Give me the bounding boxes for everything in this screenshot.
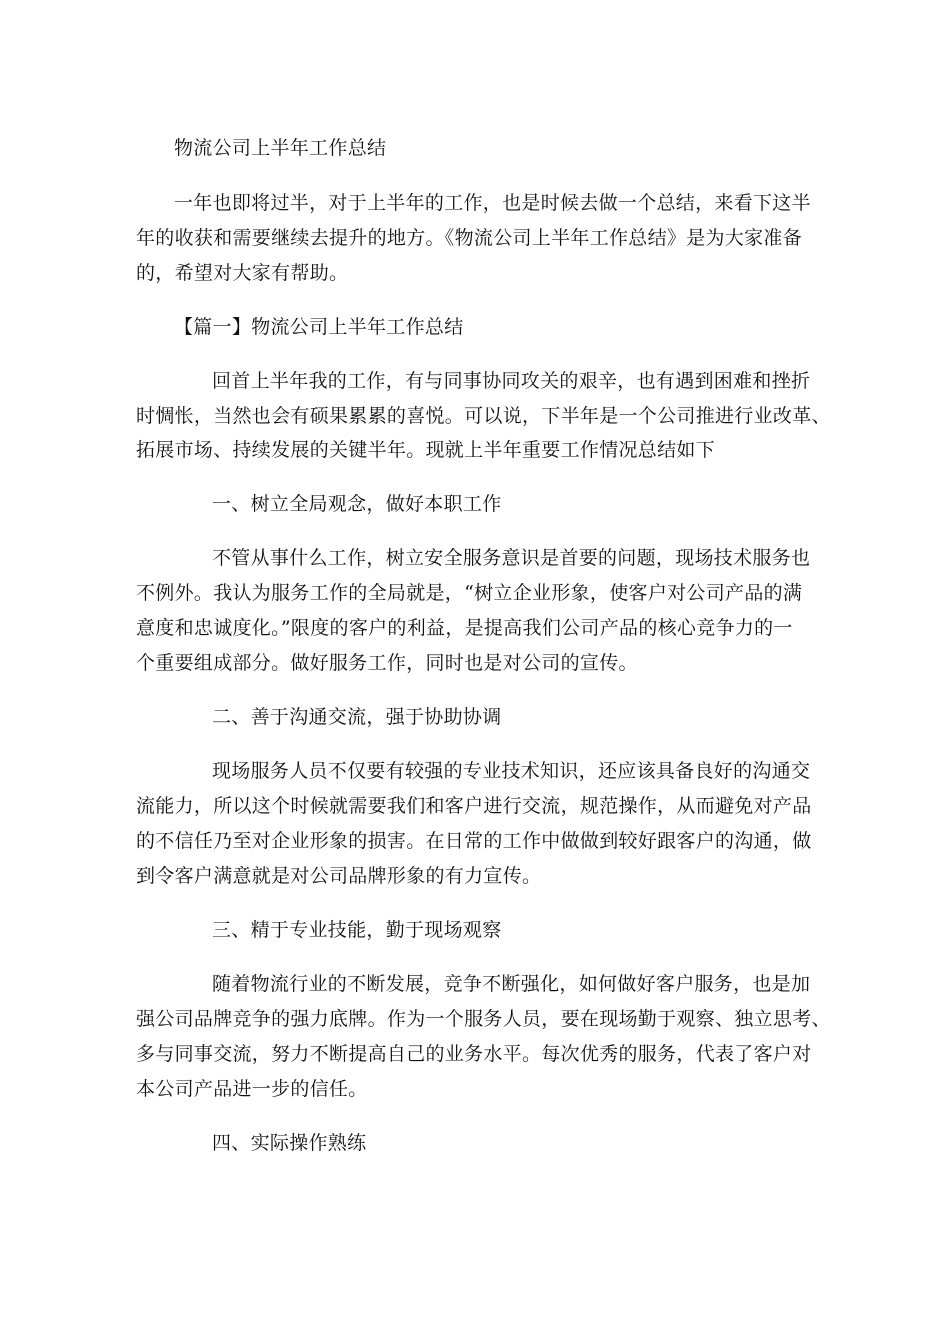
part1-intro-line-2: 时惆怅，当然也会有硕果累累的喜悦。可以说，下半年是一个公司推进行业改革、 <box>136 405 831 427</box>
section3-line-1: 随着物流行业的不断发展，竞争不断强化，如何做好客户服务，也是加 <box>212 973 811 995</box>
section2-line-4: 到令客户满意就是对公司品牌形象的有力宣传。 <box>136 865 542 887</box>
intro-line-3: 的，希望对大家有帮助。 <box>136 262 349 284</box>
part1-intro-line-1: 回首上半年我的工作，有与同事协同攻关的艰辛，也有遇到困难和挫折 <box>212 370 811 392</box>
section2-line-1: 现场服务人员不仅要有较强的专业技术知识，还应该具备良好的沟通交 <box>212 760 811 782</box>
section3-line-4: 本公司产品进一步的信任。 <box>136 1078 368 1100</box>
section3-line-2: 强公司品牌竞争的强力底牌。作为一个服务人员，要在现场勤于观察、独立思考、 <box>136 1008 831 1030</box>
section1-line-2: 不例外。我认为服务工作的全局就是，“树立企业形象，使客户对公司产品的满 <box>136 582 803 604</box>
section2-line-2: 流能力，所以这个时候就需要我们和客户进行交流，规范操作，从而避免对产品 <box>136 795 812 817</box>
section3-line-3: 多与同事交流，努力不断提高自己的业务水平。每次优秀的服务，代表了客户对 <box>136 1043 812 1065</box>
section2-line-3: 的不信任乃至对企业形象的损害。在日常的工作中做做到较好跟客户的沟通，做 <box>136 830 812 852</box>
document-title: 物流公司上半年工作总结 <box>174 137 387 159</box>
section2-heading: 二、善于沟通交流，强于协助协调 <box>212 706 502 728</box>
intro-line-2: 年的收获和需要继续去提升的地方。《物流公司上半年工作总结》是为大家准备 <box>136 227 803 249</box>
section1-line-4: 个重要组成部分。做好服务工作，同时也是对公司的宣传。 <box>136 652 638 674</box>
part1-intro-line-3: 拓展市场、持续发展的关键半年。现就上半年重要工作情况总结如下 <box>136 439 716 461</box>
section1-line-1: 不管从事什么工作，树立安全服务意识是首要的问题，现场技术服务也 <box>212 547 811 569</box>
part1-heading: 【篇一】物流公司上半年工作总结 <box>174 316 464 338</box>
section3-heading: 三、精于专业技能，勤于现场观察 <box>212 919 502 941</box>
section4-heading: 四、实际操作熟练 <box>212 1132 367 1154</box>
intro-line-1: 一年也即将过半，对于上半年的工作，也是时候去做一个总结，来看下这半 <box>174 192 811 214</box>
section1-heading: 一、树立全局观念，做好本职工作 <box>212 493 502 515</box>
section1-line-3: 意度和忠诚度化。”限度的客户的利益，是提高我们公司产品的核心竞争力的一 <box>136 617 793 639</box>
